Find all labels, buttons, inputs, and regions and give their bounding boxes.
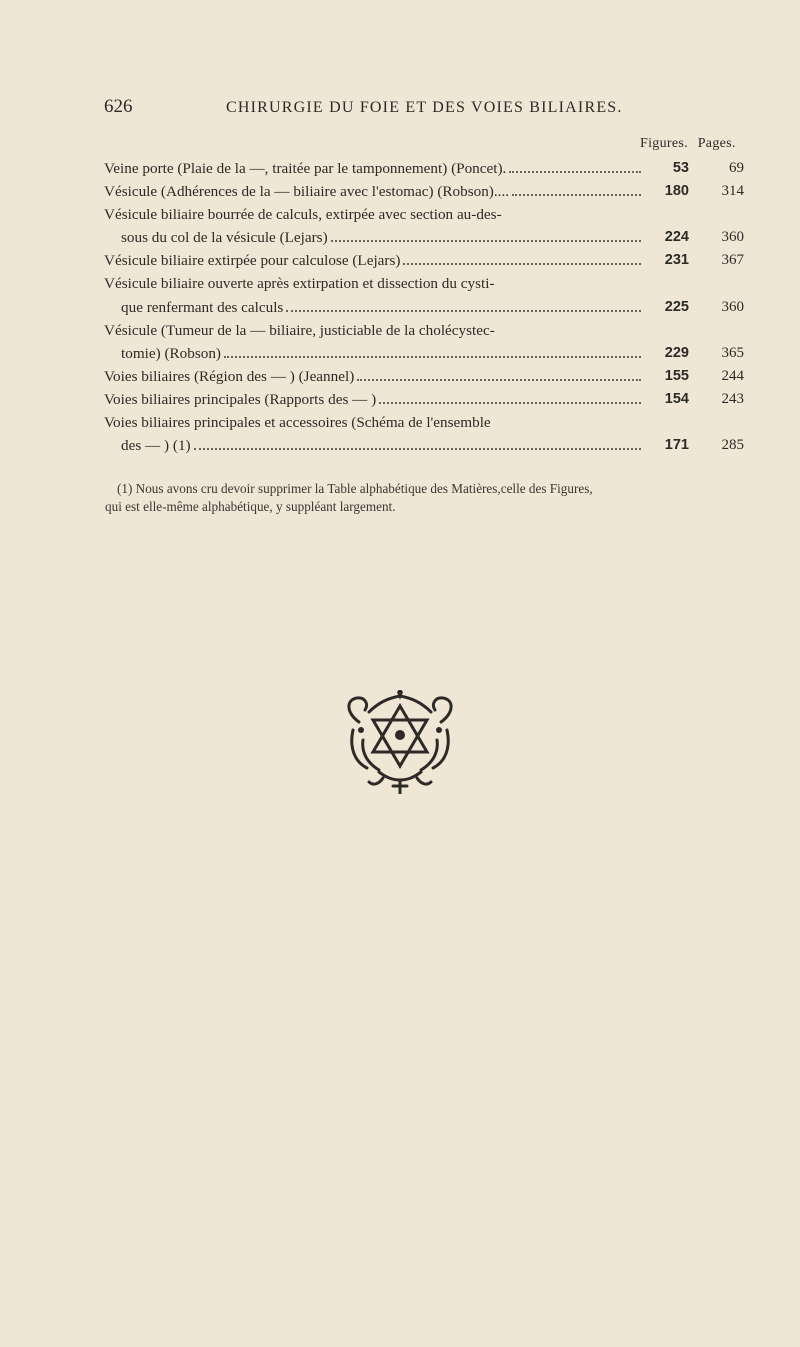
entry-text: Vésicule biliaire extirpée pour calculose (Lejars) xyxy=(104,252,401,270)
dot-leader xyxy=(224,344,641,358)
dot-leader xyxy=(379,390,641,404)
index-entry xyxy=(104,365,744,388)
running-title: CHIRURGIE DU FOIE ET DES VOIES BILIAIRES. xyxy=(226,99,623,116)
figure-number: 224 xyxy=(664,229,689,246)
index-entry xyxy=(104,249,744,272)
index-entry xyxy=(104,388,744,411)
dot-leader xyxy=(509,159,641,173)
entry-text: Vésicule (Tumeur de la — biliaire, justiciable de la cholécystec- xyxy=(104,321,495,339)
dot-leader xyxy=(357,367,641,381)
index-entry xyxy=(104,272,744,318)
page-number: 626 xyxy=(104,96,133,117)
pages-column-heading: Pages. xyxy=(697,136,736,151)
index-entry xyxy=(104,180,744,203)
entry-text: Veine porte (Plaie de la —, traitée par le tamponnement) (Poncet). xyxy=(104,160,507,177)
figures-column-heading: Figures. xyxy=(640,136,688,151)
dot-leader xyxy=(331,228,641,242)
page-reference: 365 xyxy=(721,344,744,361)
index-list xyxy=(104,157,744,457)
entry-text: Voies biliaires principales et accessoires (Schéma de l'ensemble xyxy=(104,414,491,432)
entry-text: que renfermant des calculs xyxy=(121,298,284,316)
entry-text: tomie) (Robson) xyxy=(121,344,221,362)
figure-number: 225 xyxy=(664,298,689,315)
dot-leader xyxy=(286,298,641,312)
entry-text: Vésicule (Adhérences de la — biliaire avec l'estomac) (Robson).... xyxy=(104,183,510,201)
footnote-line-1: (1) Nous avons cru devoir supprimer la Table alphabétique des Matières,celle des Figures, xyxy=(117,481,593,496)
index-entry xyxy=(104,411,744,457)
figure-number: 180 xyxy=(664,183,689,200)
figure-number: 53 xyxy=(672,160,689,176)
index-entry xyxy=(104,157,744,180)
page-reference: 314 xyxy=(721,183,744,200)
footnote-line-2: qui est elle-même alphabétique, y suppléant largement. xyxy=(105,499,396,514)
running-header xyxy=(104,96,724,118)
index-entry xyxy=(104,319,744,365)
entry-text: Voies biliaires (Région des — ) (Jeannel) xyxy=(104,367,355,385)
figure-number: 154 xyxy=(664,390,689,407)
page-reference: 360 xyxy=(721,298,744,315)
column-headings xyxy=(640,136,742,152)
page-reference: 69 xyxy=(729,160,744,176)
figure-number: 229 xyxy=(664,344,689,361)
page-reference: 243 xyxy=(721,390,744,407)
dot-leader xyxy=(403,251,641,265)
entry-text: Voies biliaires principales (Rapports des — ) xyxy=(104,390,377,408)
page-reference: 367 xyxy=(721,252,744,269)
dot-leader xyxy=(194,436,641,450)
page-reference: 244 xyxy=(721,367,744,384)
figure-number: 171 xyxy=(664,437,689,454)
dot-leader xyxy=(512,182,641,196)
entry-text: sous du col de la vésicule (Lejars) xyxy=(121,229,328,247)
index-entry xyxy=(104,203,744,249)
figure-number: 231 xyxy=(664,252,689,269)
printer-ornament-icon xyxy=(339,690,461,794)
entry-text: des — ) (1) xyxy=(121,437,191,455)
page-reference: 285 xyxy=(721,437,744,454)
entry-text: Vésicule biliaire bourrée de calculs, extirpée avec section au-des- xyxy=(104,206,502,224)
figure-number: 155 xyxy=(664,367,689,384)
page-reference: 360 xyxy=(721,229,744,246)
footnote xyxy=(105,480,757,516)
entry-text: Vésicule biliaire ouverte après extirpation et dissection du cysti- xyxy=(104,275,495,293)
